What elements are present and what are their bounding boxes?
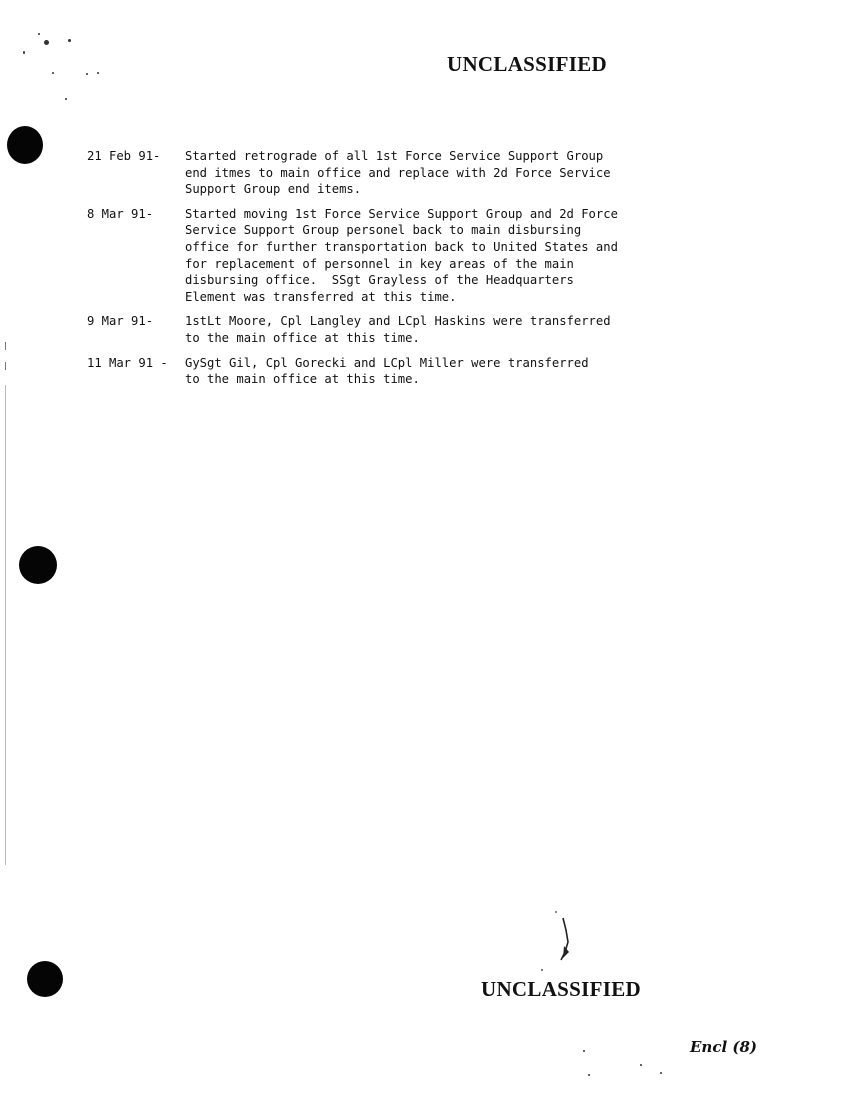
binder-hole	[19, 546, 57, 584]
entry-text: 1stLt Moore, Cpl Langley and LCpl Haskins were transferred to the main office at this time.	[185, 314, 611, 345]
scan-speck	[65, 98, 67, 100]
chronology-list	[87, 148, 767, 396]
entry-text: Started moving 1st Force Service Support Group and 2d Force Service Support Group personel back to main disbursing office for further transportation back to United States and for replacement of personnel in key areas of the main disbursing office. SSgt Grayless of the Headquarters Element was transferred at this time.	[185, 206, 618, 304]
binder-hole	[27, 961, 63, 997]
scan-speck	[38, 33, 40, 35]
entry-text: Started retrograde of all 1st Force Service Support Group end itmes to main office and replace with 2d Force Service Support Group end items.	[185, 149, 611, 197]
scan-speck	[660, 1072, 662, 1074]
binder-hole	[7, 126, 43, 164]
edge-mark	[5, 362, 6, 370]
scan-speck	[23, 51, 25, 54]
scan-speck	[86, 73, 88, 75]
classification-header: UNCLASSIFIED	[447, 52, 607, 76]
entry-date: 9 Mar 91-	[87, 314, 154, 329]
scan-speck	[52, 72, 54, 74]
edge-line	[5, 385, 6, 865]
entry-date: 11 Mar 91 -	[87, 355, 168, 370]
enclosure-note: Encl (8)	[690, 1038, 758, 1056]
scan-speck	[583, 1050, 585, 1052]
scan-speck	[97, 72, 99, 74]
chronology-entry	[87, 148, 767, 198]
scan-speck	[640, 1064, 642, 1066]
scan-speck	[44, 40, 49, 45]
handwritten-mark	[530, 908, 590, 978]
entry-text: GySgt Gil, Cpl Gorecki and LCpl Miller were transferred to the main office at this time.	[185, 355, 589, 387]
chronology-entry	[87, 206, 767, 306]
chronology-entry	[87, 313, 767, 346]
scan-speck	[588, 1074, 590, 1076]
scan-speck	[68, 39, 71, 42]
classification-footer: UNCLASSIFIED	[481, 977, 641, 1001]
edge-mark	[5, 342, 6, 350]
chronology-entry	[87, 355, 767, 388]
entry-date: 8 Mar 91-	[87, 206, 154, 221]
entry-date: 21 Feb 91-	[87, 149, 161, 163]
